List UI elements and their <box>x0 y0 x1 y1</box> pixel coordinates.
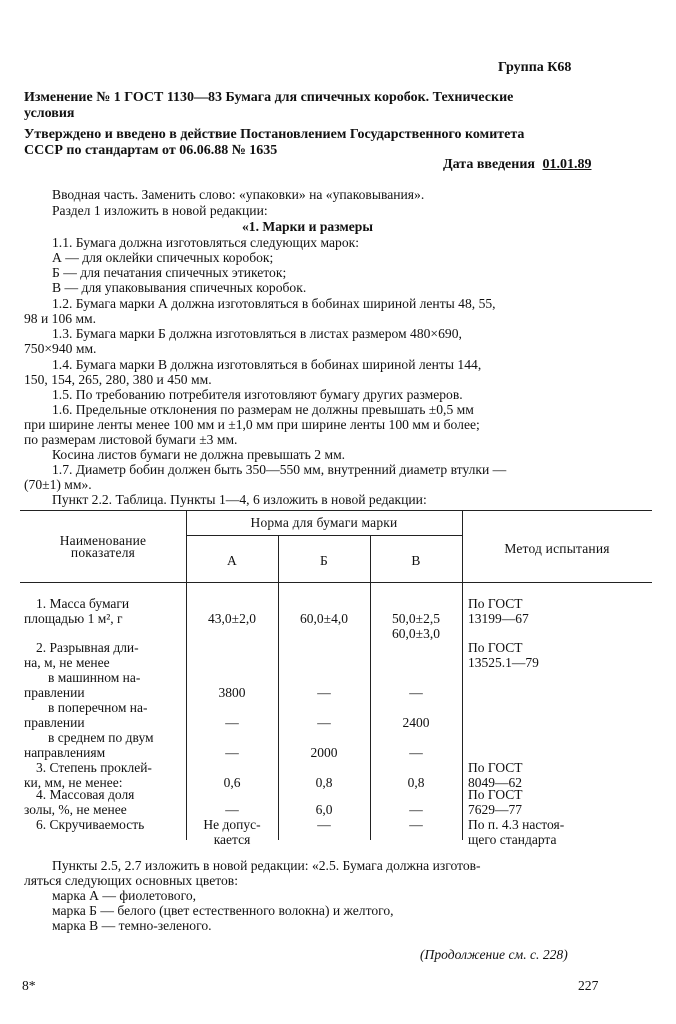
row4-v: — <box>409 802 423 817</box>
clause-1-5: 1.5. По требованию потребителя изготовляют бумагу других размеров. <box>52 387 463 402</box>
after-line-1: Пункты 2.5, 2.7 изложить в новой редакции: «2.5. Бумага должна изготов- <box>52 858 481 873</box>
table-head-rule <box>20 582 652 583</box>
col-norm-header: Норма для бумаги марки <box>250 515 398 530</box>
grade-v: В — для упаковывания спичечных коробок. <box>52 280 307 295</box>
row2b-b: — <box>317 715 331 730</box>
row1-a: 43,0±2,0 <box>208 611 256 626</box>
approved-line1: Утверждено и введено в действие Постановлением Государственного комитета <box>24 127 525 142</box>
clause-1-1: 1.1. Бумага должна изготовляться следующих марок: <box>52 235 359 250</box>
col-a-header: А <box>227 553 237 568</box>
row2-name-1: 2. Разрывная дли- <box>36 640 139 655</box>
date-value: 01.01.89 <box>542 157 592 172</box>
row2a-b: — <box>317 685 331 700</box>
row3-v: 0,8 <box>407 775 425 790</box>
approved-line2: СССР по стандартам от 06.06.88 № 1635 <box>24 143 278 158</box>
clause-1-6-c: по размерам листовой бумаги ±3 мм. <box>24 432 238 447</box>
clause-1-4-b: 150, 154, 265, 280, 380 и 450 мм. <box>24 372 212 387</box>
row2b-name-1: в поперечном на- <box>48 700 148 715</box>
color-grade-b: марка Б — белого (цвет естественного волокна) и желтого, <box>52 903 394 918</box>
page-number: 227 <box>578 978 599 993</box>
row2c-v: — <box>409 745 423 760</box>
row1-v-1: 50,0±2,5 <box>392 611 440 626</box>
row4-a: — <box>225 802 239 817</box>
row3-name-2: ки, мм, не менее: <box>24 775 123 790</box>
skew-note: Косина листов бумаги не должна превышать 2 мм. <box>52 447 346 462</box>
color-grade-a: марка А — фиолетового, <box>52 888 197 903</box>
row1-method-1: По ГОСТ <box>468 596 523 611</box>
date-label: Дата введения <box>443 157 535 172</box>
row6-name: 6. Скручиваемость <box>36 817 145 832</box>
row1-name-1: 1. Масса бумаги <box>36 596 130 611</box>
row2c-name-2: направлениям <box>24 745 106 760</box>
row4-method-2: 7629—77 <box>468 802 522 817</box>
row1-b: 60,0±4,0 <box>300 611 348 626</box>
row2b-name-2: правлении <box>24 715 85 730</box>
row3-name-1: 3. Степень проклей- <box>36 760 152 775</box>
change-title-line2: условия <box>24 106 75 121</box>
section-instruction: Раздел 1 изложить в новой редакции: <box>52 203 268 218</box>
row6-a-2: кается <box>213 832 251 847</box>
col-v-header: В <box>411 553 421 568</box>
clause-1-3-a: 1.3. Бумага марки Б должна изготовляться в листах размером 480×690, <box>52 326 462 341</box>
row6-a-1: Не допус- <box>203 817 261 832</box>
row6-method-2: щего стандарта <box>468 832 557 847</box>
table-top-rule <box>20 510 652 511</box>
grade-b: Б — для печатания спичечных этикеток; <box>52 265 287 280</box>
grade-a: А — для оклейки спичечных коробок; <box>52 250 274 265</box>
clause-1-2-b: 98 и 106 мм. <box>24 311 97 326</box>
row2a-a: 3800 <box>218 685 246 700</box>
row2a-name-2: правлении <box>24 685 85 700</box>
row2a-v: — <box>409 685 423 700</box>
row2-name-2: на, м, не менее <box>24 655 110 670</box>
row6-v: — <box>409 817 423 832</box>
intro-line: Вводная часть. Заменить слово: «упаковки» на «упаковывания». <box>52 187 425 202</box>
row4-name-1: 4. Массовая доля <box>36 787 135 802</box>
row3-method-2: 8049—62 <box>468 775 522 790</box>
section-title: «1. Марки и размеры <box>242 219 373 234</box>
row1-method-2: 13199—67 <box>468 611 529 626</box>
effective-date <box>443 157 591 173</box>
col-b-header: Б <box>320 553 328 568</box>
row3-a: 0,6 <box>223 775 241 790</box>
row4-b: 6,0 <box>315 802 333 817</box>
clause-1-2-a: 1.2. Бумага марки А должна изготовляться в бобинах шириной ленты 48, 55, <box>52 296 496 311</box>
continued-note: (Продолжение см. с. 228) <box>420 947 568 962</box>
clause-1-4-a: 1.4. Бумага марки В должна изготовляться в бобинах шириной ленты 144, <box>52 357 482 372</box>
row2b-v: 2400 <box>402 715 430 730</box>
row6-b: — <box>317 817 331 832</box>
table-sub-rule <box>186 535 462 536</box>
row3-b: 0,8 <box>315 775 333 790</box>
clause-1-6-a: 1.6. Предельные отклонения по размерам не должны превышать ±0,5 мм <box>52 402 474 417</box>
clause-1-7-a: 1.7. Диаметр бобин должен быть 350—550 мм, внутренний диаметр втулки — <box>52 462 507 477</box>
change-title-line1: Изменение № 1 ГОСТ 1130—83 Бумага для спичечных коробок. Технические <box>24 90 514 105</box>
row2c-name-1: в среднем по двум <box>48 730 154 745</box>
row2-method-2: 13525.1—79 <box>468 655 539 670</box>
row2c-a: — <box>225 745 239 760</box>
after-line-2: ляться следующих основных цветов: <box>24 873 239 888</box>
clause-1-7-b: (70±1) мм». <box>24 477 92 492</box>
color-grade-v: марка В — темно-зеленого. <box>52 918 212 933</box>
row1-v-2: 60,0±3,0 <box>392 626 440 641</box>
col-name-header-2: показателя <box>70 545 136 560</box>
row3-method-1: По ГОСТ <box>468 760 523 775</box>
row2c-b: 2000 <box>310 745 338 760</box>
signature-mark: 8* <box>22 978 36 993</box>
clause-1-3-b: 750×940 мм. <box>24 341 97 356</box>
table-col-rule-4 <box>462 510 463 840</box>
col-name-header-1: Наименование <box>59 533 147 548</box>
row2-method-1: По ГОСТ <box>468 640 523 655</box>
row2a-name-1: в машинном на- <box>48 670 141 685</box>
row4-name-2: золы, %, не менее <box>24 802 127 817</box>
row6-method-1: По п. 4.3 настоя- <box>468 817 565 832</box>
col-method-header: Метод испытания <box>504 541 610 556</box>
table-instruction: Пункт 2.2. Таблица. Пункты 1—4, 6 изложить в новой редакции: <box>52 492 427 507</box>
row4-method-1: По ГОСТ <box>468 787 523 802</box>
row2b-a: — <box>225 715 239 730</box>
row1-name-2: площадью 1 м², г <box>24 611 123 626</box>
group-code: Группа К68 <box>498 60 572 75</box>
clause-1-6-b: при ширине ленты менее 100 мм и ±1,0 мм при ширине ленты 100 мм и более; <box>24 417 480 432</box>
